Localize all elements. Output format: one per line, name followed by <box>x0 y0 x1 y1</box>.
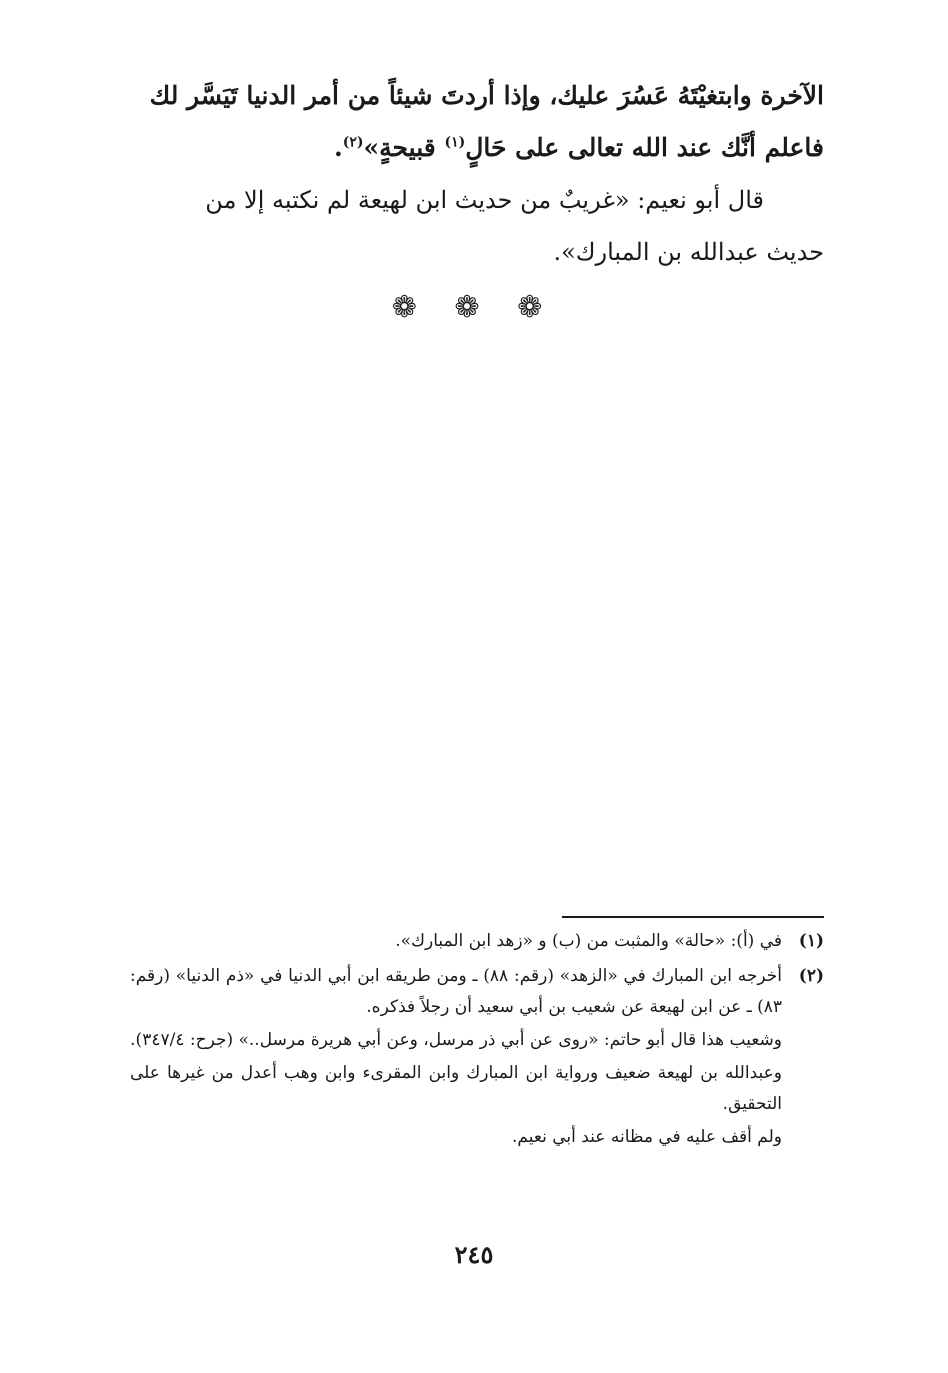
body-line-2-text-b: قبيحةٍ» <box>363 133 445 162</box>
footnote-paragraph: ولم أقف عليه في مظانه عند أبي نعيم. <box>512 1127 782 1147</box>
body-line-2-text: فاعلم أنَّك عند الله تعالى على حَالٍ <box>465 133 824 162</box>
footnote-2 <box>130 961 824 1155</box>
footnote-number: (٢) <box>798 966 824 986</box>
body-line-1: الآخرة وابتغيْتَهُ عَسُرَ عليك، وإذا أردتَ شيئاً من أمر الدنيا تَيَسَّر لك <box>149 81 824 110</box>
footnote-paragraph: في (أ): «حالة» والمثبت من (ب) و «زهد ابن المبارك». <box>395 931 782 951</box>
page-number: ٢٤٥ <box>454 1240 494 1269</box>
footnote-ref-2: (٢) <box>342 134 364 151</box>
footnote-body <box>130 926 782 959</box>
footnote-1 <box>130 926 824 959</box>
paragraph-line-2: حديث عبدالله بن المبارك». <box>553 238 824 266</box>
footnote-separator <box>562 916 824 918</box>
footnote-paragraph: وعبدالله بن لهيعة ضعيف ورواية ابن المبارك وابن المقرىء وابن وهب أعدل من غيرها على التحقيق. <box>130 1063 782 1114</box>
main-text-block <box>130 70 824 174</box>
body-line-2 <box>130 122 824 174</box>
footnote-paragraph: وشعيب هذا قال أبو حاتم: «روى عن أبي ذر مرسل، وعن أبي هريرة مرسل..» (جرح: ٣٤٧/٤). <box>130 1030 782 1050</box>
body-line-2-end: . <box>334 133 343 162</box>
footnotes <box>130 926 824 1157</box>
paragraph-line-1: قال أبو نعيم: «غريبٌ من حديث ابن لهيعة لم نكتبه إلا من <box>205 186 764 214</box>
footnote-ref-1: (١) <box>444 134 466 151</box>
footnote-body <box>130 961 782 1155</box>
paragraph-block <box>130 174 824 278</box>
section-ornament: ❁ ❁ ❁ <box>391 290 557 325</box>
footnote-number: (١) <box>798 931 824 951</box>
footnote-paragraph: أخرجه ابن المبارك في «الزهد» (رقم: ٨٨) ـ ومن طريقه ابن أبي الدنيا في «ذم الدنيا» (رقم: ٨٣) ـ عن ابن لهيعة عن شعيب بن أبي سعيد أن رجلاً فذكره. <box>130 966 782 1017</box>
